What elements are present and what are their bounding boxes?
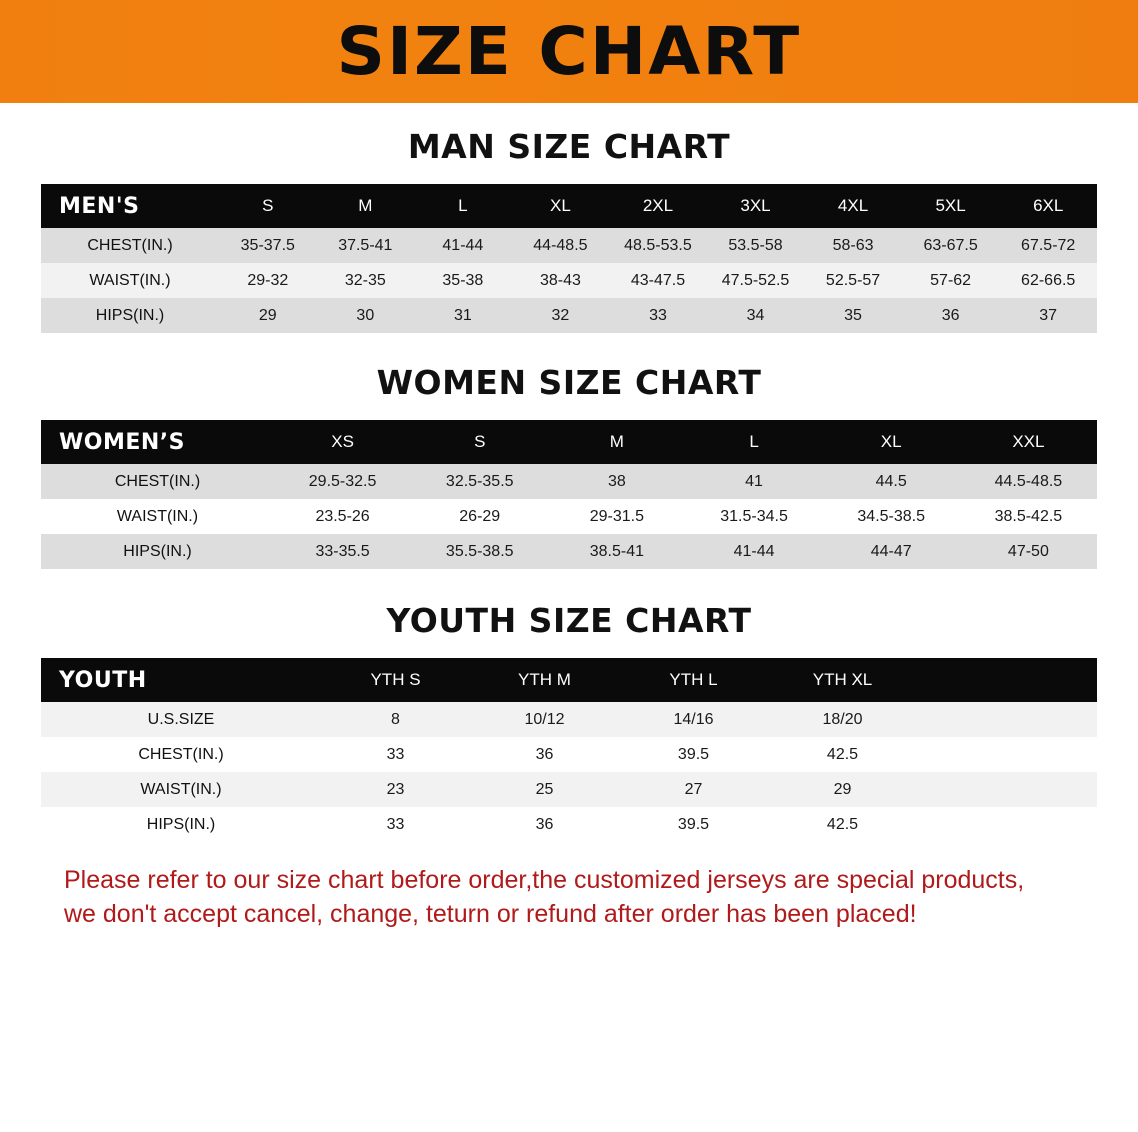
youth-cell-0-3: 18/20 [822,710,863,728]
youth-cell-3-1: 36 [535,815,554,833]
youth-table-header [41,658,1097,702]
man-cell-1-3: 38-43 [539,271,581,289]
table-row [41,702,1097,737]
man-table-body [41,228,1097,333]
youth-cell-2-3: 29 [833,780,852,798]
youth-row-0-label: U.S.SIZE [147,710,215,728]
women-cell-1-4: 34.5-38.5 [857,507,925,525]
women-row-1-label: WAIST(IN.) [116,507,199,525]
table-row [41,534,1097,569]
youth-cell-0-2: 14/16 [673,710,714,728]
youth-table-body [41,702,1097,842]
women-col-5: XXL [1012,432,1045,451]
women-cell-2-2: 38.5-41 [589,542,645,560]
man-col-8: 6XL [1033,196,1064,215]
disclaimer-note [64,864,1074,932]
women-cell-2-1: 35.5-38.5 [445,542,514,560]
disclaimer-line-1: Please refer to our size chart before order,the customized jerseys are special products, [64,866,1025,894]
man-col-1: M [358,196,373,215]
women-cell-2-4: 44-47 [870,542,912,560]
man-col-2: L [458,196,468,215]
women-cell-0-2: 38 [607,472,626,490]
youth-cell-2-2: 27 [684,780,703,798]
man-cell-2-5: 34 [746,306,765,324]
table-row [41,464,1097,499]
women-cell-0-3: 41 [745,472,763,490]
table-row [41,298,1097,333]
women-cell-1-1: 26-29 [459,507,501,525]
man-cell-2-7: 36 [941,306,960,324]
man-cell-0-3: 44-48.5 [533,236,588,254]
youth-col-1: YTH M [518,670,571,689]
man-table-header [41,184,1097,228]
women-cell-1-0: 23.5-26 [315,507,370,525]
women-row-0-label: CHEST(IN.) [114,472,201,490]
man-cell-2-3: 32 [551,306,570,324]
man-cell-1-5: 47.5-52.5 [721,271,790,289]
youth-cell-2-1: 25 [535,780,554,798]
man-row-1-label: WAIST(IN.) [89,271,171,289]
man-cell-2-4: 33 [649,306,667,324]
youth-cell-3-spacer [917,807,1097,842]
man-section-heading: MAN SIZE CHART [407,127,731,166]
table-row [41,263,1097,298]
youth-col-3: YTH XL [812,670,873,689]
women-cell-2-0: 33-35.5 [315,542,370,560]
man-cell-2-1: 30 [356,306,375,324]
man-cell-1-4: 43-47.5 [630,271,686,289]
table-row [41,737,1097,772]
man-size-table [41,184,1097,333]
women-col-3: L [749,432,759,451]
youth-cell-1-0: 33 [386,745,405,763]
youth-row-2-label: WAIST(IN.) [140,780,222,798]
youth-cell-3-0: 33 [386,815,405,833]
youth-cell-1-spacer [917,737,1097,772]
man-corner-label: MEN'S [59,193,140,219]
women-cell-0-5: 44.5-48.5 [994,472,1063,490]
man-cell-0-1: 37.5-41 [338,236,393,254]
youth-col-spacer [917,658,1097,702]
youth-cell-0-0: 8 [391,710,400,728]
youth-cell-3-2: 39.5 [677,815,710,833]
women-col-4: XL [880,432,902,451]
page-title: SIZE CHART [336,12,802,90]
women-col-2: M [609,432,624,451]
man-cell-1-7: 57-62 [930,271,972,289]
table-header-row [41,420,1097,464]
youth-cell-1-3: 42.5 [826,745,859,763]
table-header-row [41,658,1097,702]
man-cell-1-0: 29-32 [247,271,289,289]
youth-col-2: YTH L [669,670,718,689]
youth-cell-2-0: 23 [386,780,405,798]
man-cell-2-6: 35 [844,306,862,324]
women-cell-2-5: 47-50 [1007,542,1049,560]
man-cell-0-0: 35-37.5 [240,236,295,254]
man-cell-0-4: 48.5-53.5 [624,236,692,254]
youth-cell-2-spacer [917,772,1097,807]
youth-row-1-label: CHEST(IN.) [138,745,224,763]
man-col-3: XL [550,196,571,215]
youth-cell-0-1: 10/12 [524,710,565,728]
man-cell-2-8: 37 [1039,306,1058,324]
man-cell-0-7: 63-67.5 [923,236,978,254]
women-cell-0-1: 32.5-35.5 [445,472,514,490]
man-cell-1-2: 35-38 [442,271,484,289]
women-cell-1-3: 31.5-34.5 [720,507,788,525]
man-size-table-wrapper [41,184,1097,333]
women-section-heading: WOMEN SIZE CHART [376,363,762,402]
youth-cell-1-2: 39.5 [677,745,710,763]
women-cell-1-5: 38.5-42.5 [994,507,1063,525]
youth-col-0: YTH S [370,670,421,689]
man-cell-0-6: 58-63 [832,236,874,254]
women-corner-label: WOMEN’S [59,429,186,455]
table-header-row [41,184,1097,228]
women-cell-0-4: 44.5 [875,472,907,490]
youth-section-heading: YOUTH SIZE CHART [386,601,752,640]
youth-row-3-label: HIPS(IN.) [146,815,216,833]
women-table-header [41,420,1097,464]
man-col-4: 2XL [642,196,674,215]
man-cell-2-0: 29 [258,306,277,324]
women-cell-1-2: 29-31.5 [589,507,645,525]
youth-cell-1-1: 36 [535,745,554,763]
table-row [41,499,1097,534]
women-size-table [41,420,1097,569]
disclaimer-line-2: we don't accept cancel, change, teturn or refund after order has been placed! [64,899,917,928]
man-col-5: 3XL [740,196,771,215]
man-cell-2-2: 31 [453,306,472,324]
man-col-6: 4XL [837,196,869,215]
women-cell-0-0: 29.5-32.5 [308,472,377,490]
man-col-7: 5XL [935,196,966,215]
youth-size-table [41,658,1097,842]
man-cell-0-8: 67.5-72 [1021,236,1076,254]
women-col-1: S [474,432,486,451]
man-cell-1-8: 62-66.5 [1021,271,1076,289]
table-row [41,772,1097,807]
women-cell-2-3: 41-44 [733,542,775,560]
banner [0,0,1138,103]
man-cell-0-2: 41-44 [442,236,484,254]
man-cell-0-5: 53.5-58 [728,236,783,254]
women-col-0: XS [331,432,354,451]
women-size-table-wrapper [41,420,1097,569]
table-row [41,807,1097,842]
youth-cell-0-spacer [917,702,1097,737]
man-row-0-label: CHEST(IN.) [87,236,173,254]
youth-cell-3-3: 42.5 [826,815,859,833]
man-cell-1-1: 32-35 [344,271,386,289]
youth-size-table-wrapper [41,658,1097,842]
man-row-2-label: HIPS(IN.) [95,306,165,324]
table-row [41,228,1097,263]
women-row-2-label: HIPS(IN.) [123,542,192,560]
man-cell-1-6: 52.5-57 [825,271,881,289]
women-table-body [41,464,1097,569]
youth-corner-label: YOUTH [59,667,147,693]
man-col-0: S [262,196,274,215]
